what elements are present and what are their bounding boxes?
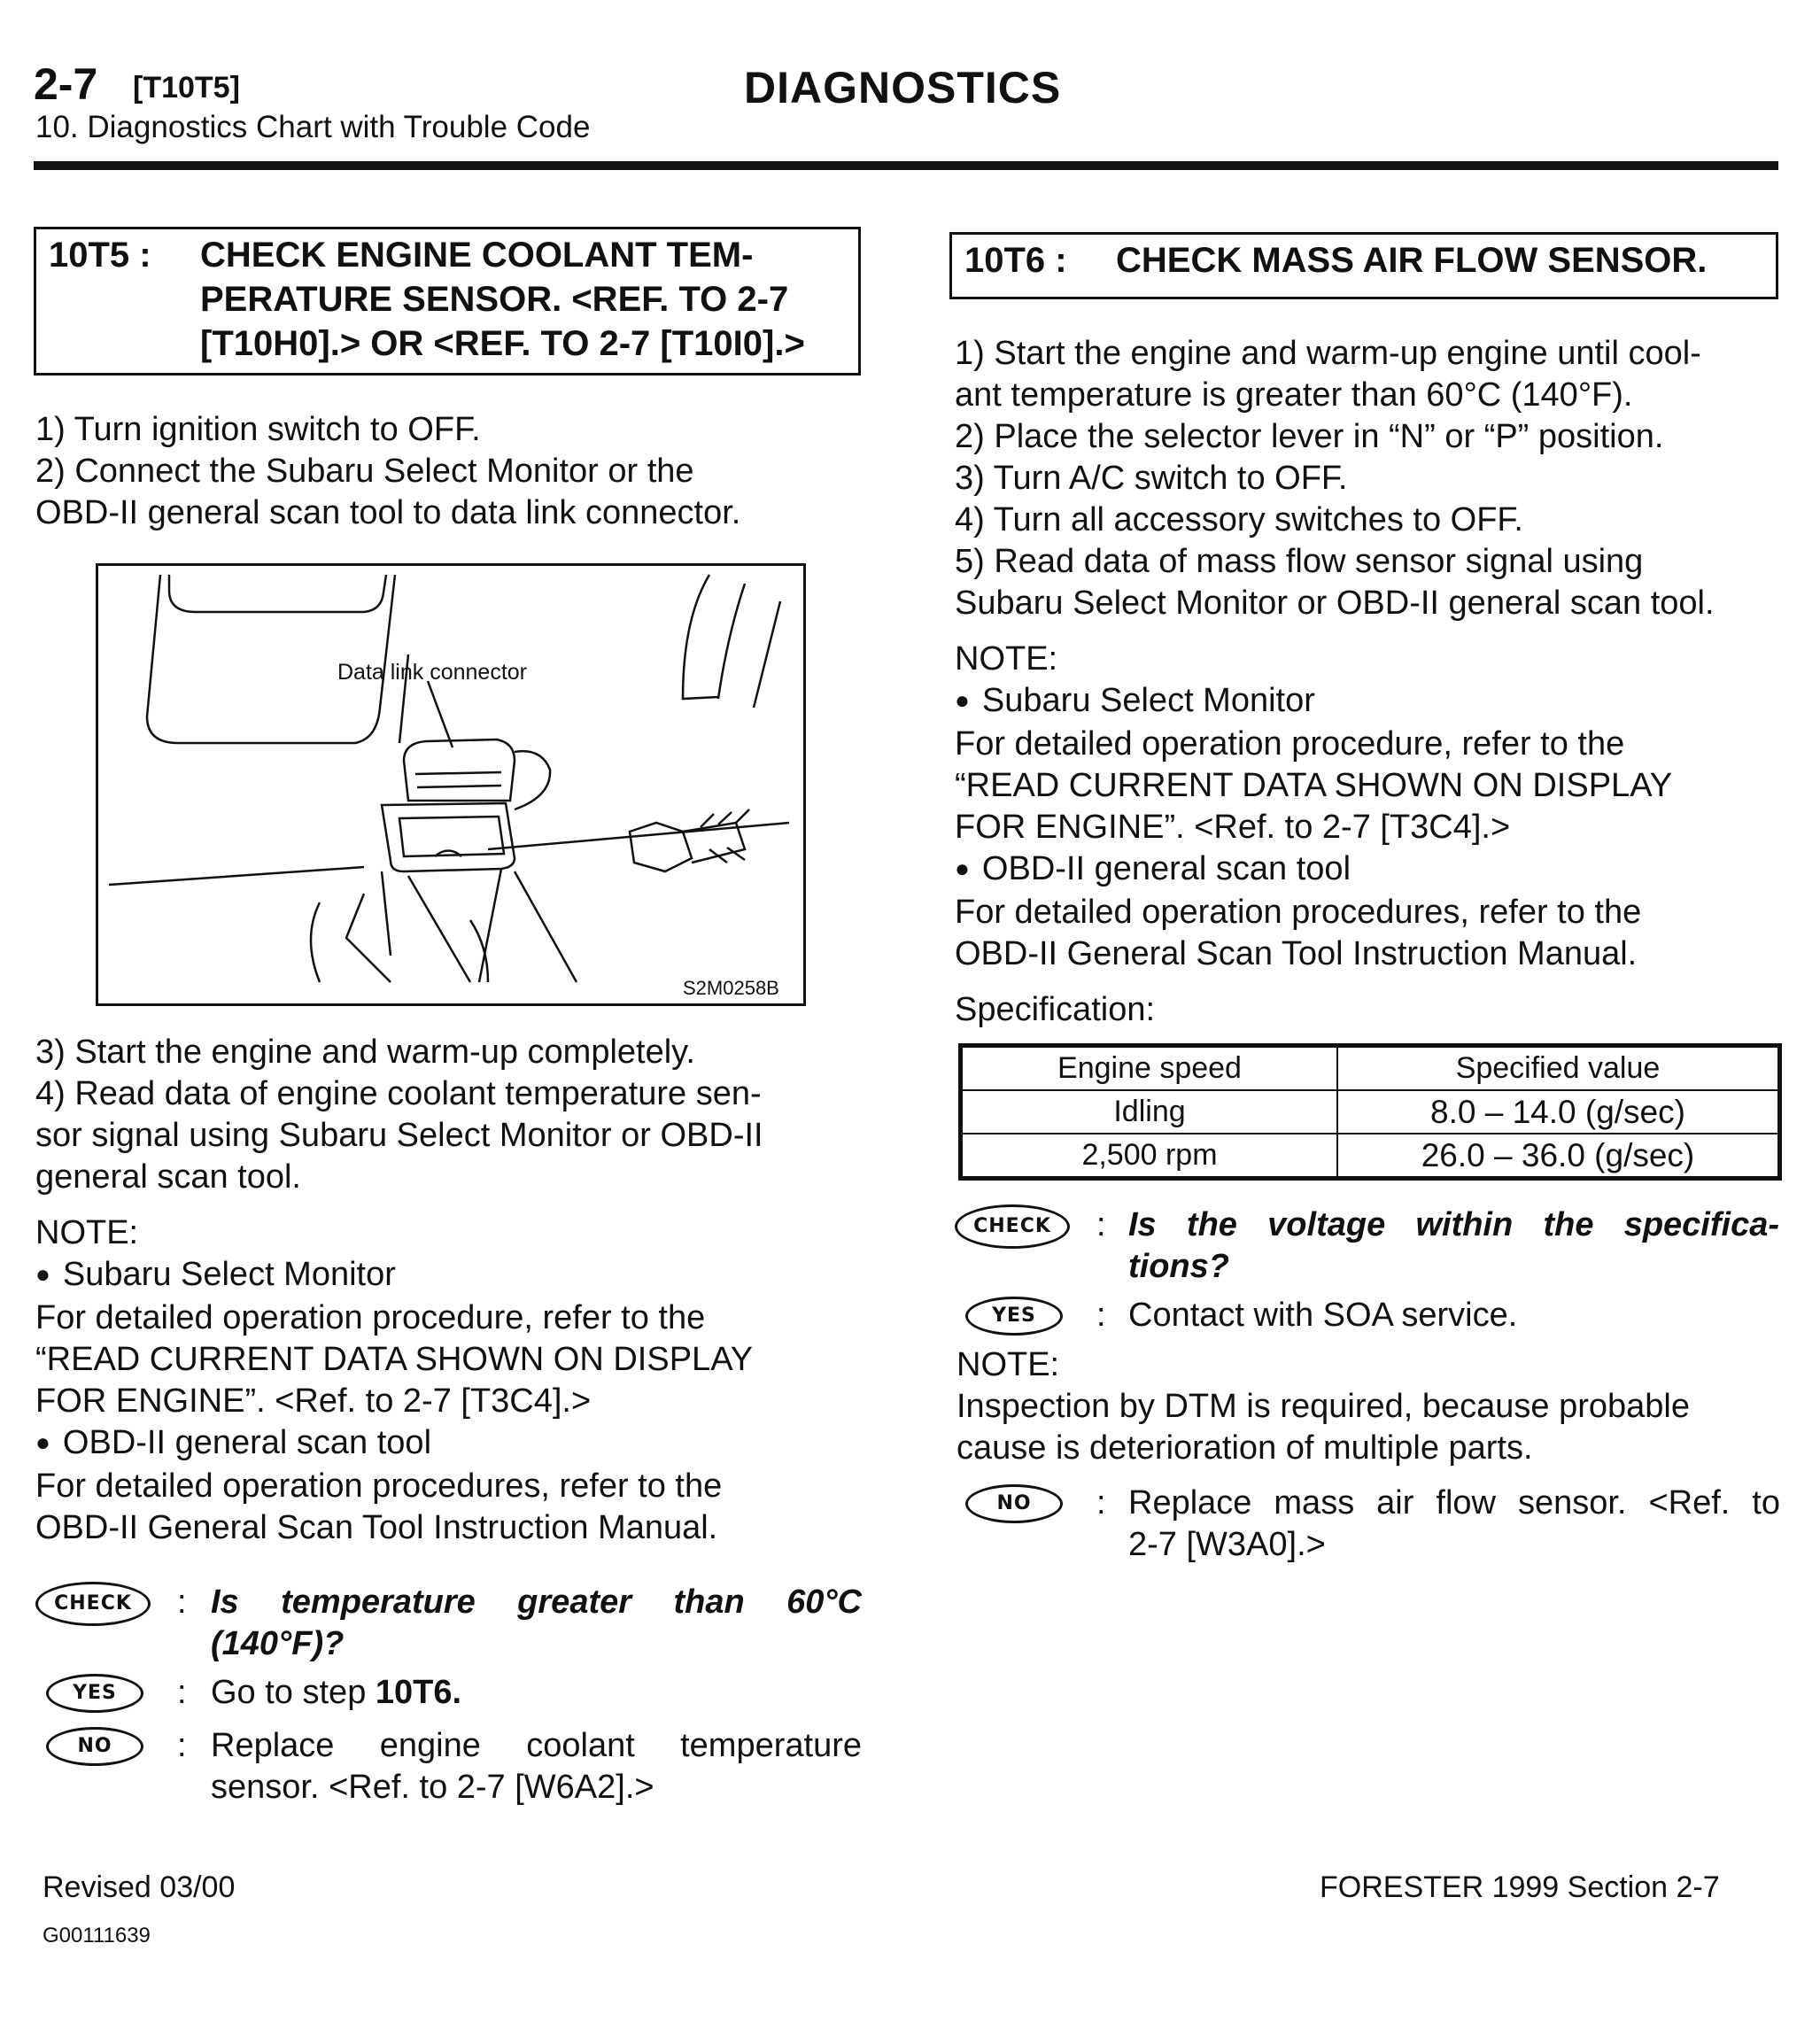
left-intro: [35, 409, 864, 534]
table-cell: 26.0 – 36.0 (g/sec): [1337, 1134, 1780, 1179]
connector-illustration: [98, 566, 803, 1003]
step-title-line: [T10H0].> OR <REF. TO 2-7 [T10I0].>: [200, 324, 805, 363]
table-row: [961, 1090, 1780, 1134]
page-code: [T10T5]: [133, 71, 240, 105]
no-badge: NO: [46, 1727, 143, 1766]
text-line: (140°F)?: [211, 1625, 345, 1662]
yes-step-ref: 10T6.: [375, 1674, 462, 1711]
step-title-line: PERATURE SENSOR. <REF. TO 2-7: [200, 280, 789, 319]
check-badge: CHECK: [955, 1204, 1070, 1249]
note-label: NOTE:: [955, 640, 1058, 678]
text-line: Is temperature greater than 60°C: [211, 1584, 862, 1621]
check-badge: CHECK: [35, 1582, 151, 1626]
bullet-item: [955, 848, 1780, 892]
text-line: OBD-II general scan tool to data link connector.: [35, 494, 741, 531]
step-title: [200, 233, 805, 366]
colon: :: [177, 1727, 187, 1764]
text-line: “READ CURRENT DATA SHOWN ON DISPLAY: [955, 767, 1673, 804]
table-cell: 8.0 – 14.0 (g/sec): [1337, 1090, 1780, 1134]
text-line: 5) Read data of mass flow sensor signal using: [955, 543, 1644, 580]
left-check-row: [35, 1576, 868, 1665]
text-line: 4) Turn all accessory switches to OFF.: [955, 501, 1523, 538]
left-yes-row: [35, 1669, 868, 1713]
text-line: 1) Turn ignition switch to OFF.: [35, 411, 481, 448]
bullet-item: [955, 680, 1780, 724]
text-line: sor signal using Subaru Select Monitor or OBD-II: [35, 1117, 763, 1154]
yes-text: Go to step: [211, 1674, 376, 1711]
text-line: 3) Turn A/C switch to OFF.: [955, 460, 1348, 497]
text-line: FOR ENGINE”. <Ref. to 2-7 [T3C4].>: [955, 809, 1511, 846]
yes-badge: YES: [965, 1297, 1063, 1336]
document-code: G00111639: [43, 1924, 151, 1947]
bullet-item: [35, 1422, 864, 1466]
text-line: Replace mass air flow sensor. <Ref. to: [1128, 1484, 1780, 1522]
table-header-cell: Engine speed: [961, 1046, 1338, 1091]
text-line: For detailed operation procedures, refer to the: [955, 894, 1642, 931]
text-line: sensor. <Ref. to 2-7 [W6A2].>: [211, 1769, 654, 1806]
text-line: tions?: [1128, 1248, 1229, 1285]
colon: :: [1096, 1484, 1106, 1522]
left-no-row: [35, 1722, 868, 1810]
colon: :: [177, 1584, 187, 1621]
text-line: For detailed operation procedure, refer to the: [35, 1299, 706, 1336]
right-note: [956, 1344, 1782, 1469]
yes-answer: [211, 1672, 461, 1714]
text-line: 2) Connect the Subaru Select Monitor or the: [35, 453, 694, 490]
text-line: Replace engine coolant temperature: [211, 1727, 862, 1764]
right-steps: [955, 333, 1780, 1031]
no-badge: NO: [965, 1484, 1063, 1523]
table-header-row: [961, 1046, 1780, 1091]
colon: :: [1096, 1206, 1106, 1243]
text-line: 4) Read data of engine coolant temperature sen-: [35, 1075, 762, 1112]
note-label: NOTE:: [35, 1214, 139, 1251]
text-line: For detailed operation procedure, refer to the: [955, 725, 1625, 763]
no-answer: [211, 1725, 862, 1808]
table-header-cell: Specified value: [1337, 1046, 1780, 1091]
text-line: Inspection by DTM is required, because probable: [956, 1388, 1691, 1425]
step-title-line: CHECK ENGINE COOLANT TEM-: [200, 236, 754, 275]
specification-table: [958, 1043, 1782, 1181]
specification-label: Specification:: [955, 991, 1156, 1028]
yes-answer: Contact with SOA service.: [1128, 1297, 1518, 1334]
bullet-text: Subaru Select Monitor: [981, 682, 1315, 719]
no-answer: [1128, 1483, 1780, 1566]
text-line: “READ CURRENT DATA SHOWN ON DISPLAY: [35, 1341, 754, 1378]
check-question: [211, 1582, 862, 1665]
left-steps: [35, 1032, 864, 1549]
yes-badge: YES: [46, 1674, 143, 1713]
bullet-text: OBD-II general scan tool: [62, 1424, 432, 1461]
text-line: general scan tool.: [35, 1158, 301, 1196]
table-cell: Idling: [961, 1090, 1338, 1134]
colon: :: [177, 1674, 187, 1711]
figure-code: S2M0258B: [683, 977, 779, 999]
text-line: cause is deterioration of multiple parts.: [956, 1429, 1533, 1467]
text-line: ant temperature is greater than 60°C (140°F).: [955, 376, 1633, 414]
step-number: 10T5 :: [49, 236, 151, 275]
page-number: 2-7: [34, 59, 98, 109]
figure-label: Data link connector: [337, 660, 528, 685]
text-line: Is the voltage within the specifica-: [1128, 1206, 1779, 1243]
manual-section: FORESTER 1999 Section 2-7: [1320, 1870, 1720, 1904]
text-line: 2) Place the selector lever in “N” or “P” position.: [955, 418, 1664, 455]
text-line: Subaru Select Monitor or OBD-II general scan tool.: [955, 585, 1715, 622]
note-label: NOTE:: [956, 1346, 1060, 1383]
step-box-10t5: [34, 227, 861, 376]
step-number: 10T6 :: [964, 241, 1067, 280]
page-subtitle: 10. Diagnostics Chart with Trouble Code: [35, 110, 591, 144]
step-title: CHECK MASS AIR FLOW SENSOR.: [1116, 241, 1708, 280]
step-box-10t6: [949, 232, 1778, 299]
bullet-text: Subaru Select Monitor: [62, 1256, 396, 1293]
text-line: OBD-II General Scan Tool Instruction Manual.: [955, 935, 1638, 972]
table-cell: 2,500 rpm: [961, 1134, 1338, 1179]
colon: :: [1096, 1297, 1106, 1334]
text-line: FOR ENGINE”. <Ref. to 2-7 [T3C4].>: [35, 1382, 592, 1420]
text-line: 1) Start the engine and warm-up engine until cool-: [955, 335, 1701, 372]
text-line: OBD-II General Scan Tool Instruction Manual.: [35, 1509, 718, 1546]
right-check-row: [955, 1199, 1783, 1288]
text-line: 3) Start the engine and warm-up completely.: [35, 1034, 695, 1071]
bullet-text: OBD-II general scan tool: [981, 850, 1351, 887]
revision-date: Revised 03/00: [43, 1870, 236, 1904]
page-title: DIAGNOSTICS: [744, 63, 1062, 112]
text-line: For detailed operation procedures, refer to the: [35, 1467, 723, 1505]
text-line: 2-7 [W3A0].>: [1128, 1526, 1326, 1563]
right-yes-row: [955, 1291, 1783, 1336]
header-rule: [34, 161, 1778, 170]
check-question: [1128, 1204, 1779, 1288]
bullet-item: [35, 1254, 864, 1297]
table-row: [961, 1134, 1780, 1179]
data-link-connector-figure: [96, 563, 806, 1006]
right-no-row: [955, 1479, 1783, 1568]
